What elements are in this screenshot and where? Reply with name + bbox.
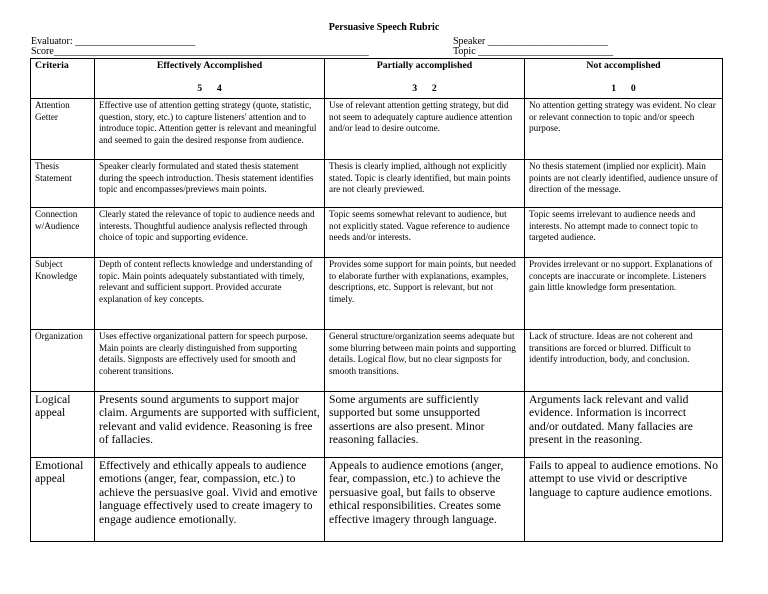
score-field: Score_______________________________________________________________ [31, 46, 369, 57]
effective-cell: Effective use of attention getting strategy (quote, statistic, question, story, etc.) to capture listeners' attention and to introduce topic. Attention getter is relevant and meaningful and seemed to gain the desired response from audience. [95, 99, 325, 160]
partial-header-label: Partially accomplished [376, 60, 473, 71]
criteria-cell: Organization [31, 330, 95, 392]
effective-cell: Speaker clearly formulated and stated thesis statement during the speech introduction. Thesis statement identifies topic and encompasses/previews main points. [95, 160, 325, 208]
not-cell: No attention getting strategy was evident. No clear or relevant connection to topic and/or speech purpose. [525, 99, 723, 160]
rubric-table [30, 58, 723, 542]
criteria-cell: Subject Knowledge [31, 258, 95, 330]
partial-cell: Topic seems somewhat relevant to audience, but not explicitly stated. Vague reference to audience needs and/or interests. [325, 208, 525, 258]
partial-cell: Provides some support for main points, but needed to elaborate further with explanations, examples, descriptions, etc. Support is relevant, but not timely. [325, 258, 525, 330]
effective-cell: Uses effective organizational pattern for speech purpose. Main points are clearly distinguished from supporting details. Signposts are effectively used for smooth and coherent transitions. [95, 330, 325, 392]
table-row [31, 160, 723, 208]
effective-score: 5 4 [197, 82, 222, 94]
rubric-title: Persuasive Speech Rubric [328, 22, 440, 33]
header-row [31, 59, 723, 99]
effective-header-label: Effectively Accomplished [156, 60, 263, 71]
criteria-cell: Connection w/Audience [31, 208, 95, 258]
criteria-cell: Emotional appeal [31, 458, 95, 542]
effective-cell: Presents sound arguments to support major claim. Arguments are supported with sufficient, relevant and valid evidence. Reasoning is free of fallacies. [95, 392, 325, 458]
not-cell: No thesis statement (implied nor explicit). Main points are not clearly identified, audience unsure of direction of the message. [525, 160, 723, 208]
not-header-label: Not accomplished [586, 60, 661, 71]
partial-cell: General structure/organization seems adequate but some blurring between main points and supporting details. Logical flow, but no clear signposts for smooth transitions. [325, 330, 525, 392]
partial-cell: Appeals to audience emotions (anger, fear, compassion, etc.) to achieve the persuasive goal, but fails to observe ethical responsibilities. Creates some effective imagery through language. [325, 458, 525, 542]
table-row [31, 392, 723, 458]
effective-cell: Clearly stated the relevance of topic to audience needs and interests. Thoughtful audience analysis reflected through choice of topic and supporting evidence. [95, 208, 325, 258]
table-row [31, 208, 723, 258]
effective-cell: Depth of content reflects knowledge and understanding of topic. Main points adequately substantiated with timely, relevant and sufficient support. Provided accurate explanation of key concepts. [95, 258, 325, 330]
partial-score: 3 2 [412, 82, 437, 94]
table-row [31, 330, 723, 392]
partial-header [325, 59, 525, 99]
table-row [31, 258, 723, 330]
topic-field: Topic ___________________________ [453, 46, 614, 57]
effective-header [95, 59, 325, 99]
not-cell: Lack of structure. Ideas are not coherent and transitions are forced or blurred. Difficult to identify introduction, body, and conclusion. [525, 330, 723, 392]
criteria-cell: Logical appeal [31, 392, 95, 458]
not-header [525, 59, 723, 99]
table-row [31, 458, 723, 542]
partial-cell: Use of relevant attention getting strategy, but did not seem to adequately capture audience attention and/or lead to desire outcome. [325, 99, 525, 160]
criteria-header: Criteria [31, 59, 95, 99]
partial-cell: Some arguments are sufficiently supported but some unsupported assertions are also present. Minor reasoning fallacies. [325, 392, 525, 458]
speaker-field: Speaker ________________________ [453, 36, 608, 47]
table-row [31, 99, 723, 160]
not-score: 1 0 [611, 82, 636, 94]
partial-cell: Thesis is clearly implied, although not explicitly stated. Topic is clearly identified, but main points are not clearly previewed. [325, 160, 525, 208]
criteria-cell: Thesis Statement [31, 160, 95, 208]
not-cell: Arguments lack relevant and valid evidence. Information is incorrect and/or outdated. Many fallacies are present in the reasoning. [525, 392, 723, 458]
evaluator-field: Evaluator: ________________________ [31, 36, 196, 47]
criteria-cell: Attention Getter [31, 99, 95, 160]
effective-cell: Effectively and ethically appeals to audience emotions (anger, fear, compassion, etc.) to achieve the persuasive goal. Vivid and emotive language effectively used to create imagery to engage audience emotionally. [95, 458, 325, 542]
not-cell: Topic seems irrelevant to audience needs and interests. No attempt made to connect topic to targeted audience. [525, 208, 723, 258]
not-cell: Fails to appeal to audience emotions. No attempt to use vivid or descriptive language to capture audience emotions. [525, 458, 723, 542]
not-cell: Provides irrelevant or no support. Explanations of concepts are inaccurate or incomplete. Listeners gain little knowledge form presentation. [525, 258, 723, 330]
